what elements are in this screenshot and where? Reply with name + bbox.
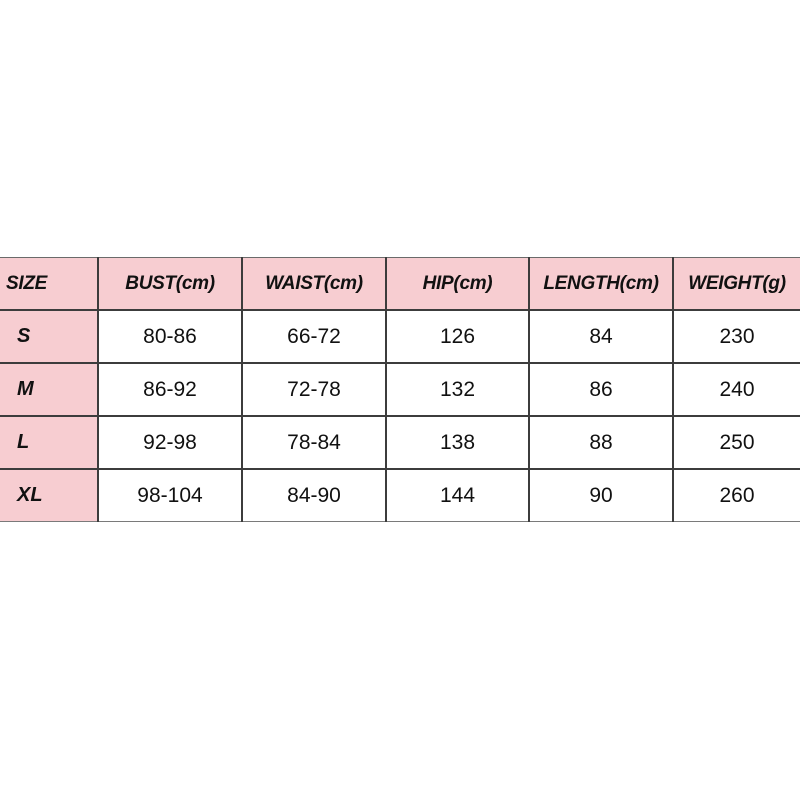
table-row-xl [0,469,800,522]
length-value: 86 [529,363,673,416]
hip-value: 138 [386,416,529,469]
waist-value: 66-72 [242,310,386,363]
bust-value: 80-86 [98,310,242,363]
size-label: XL [0,469,98,522]
hip-value: 126 [386,310,529,363]
hip-value: 132 [386,363,529,416]
header-waist: WAIST(cm) [242,258,386,311]
waist-value: 78-84 [242,416,386,469]
header-weight: WEIGHT(g) [673,258,800,311]
bust-value: 86-92 [98,363,242,416]
length-value: 88 [529,416,673,469]
weight-value: 240 [673,363,800,416]
table-row-l [0,416,800,469]
size-label: M [0,363,98,416]
weight-value: 260 [673,469,800,522]
header-hip: HIP(cm) [386,258,529,311]
header-bust: BUST(cm) [98,258,242,311]
waist-value: 72-78 [242,363,386,416]
hip-value: 144 [386,469,529,522]
header-length: LENGTH(cm) [529,258,673,311]
length-value: 84 [529,310,673,363]
header-row [0,258,800,311]
size-label: S [0,310,98,363]
header-size: SIZE [0,258,98,311]
bust-value: 98-104 [98,469,242,522]
table-row-s [0,310,800,363]
weight-value: 230 [673,310,800,363]
table-row-m [0,363,800,416]
length-value: 90 [529,469,673,522]
weight-value: 250 [673,416,800,469]
size-chart-table [0,257,800,522]
size-label: L [0,416,98,469]
bust-value: 92-98 [98,416,242,469]
waist-value: 84-90 [242,469,386,522]
